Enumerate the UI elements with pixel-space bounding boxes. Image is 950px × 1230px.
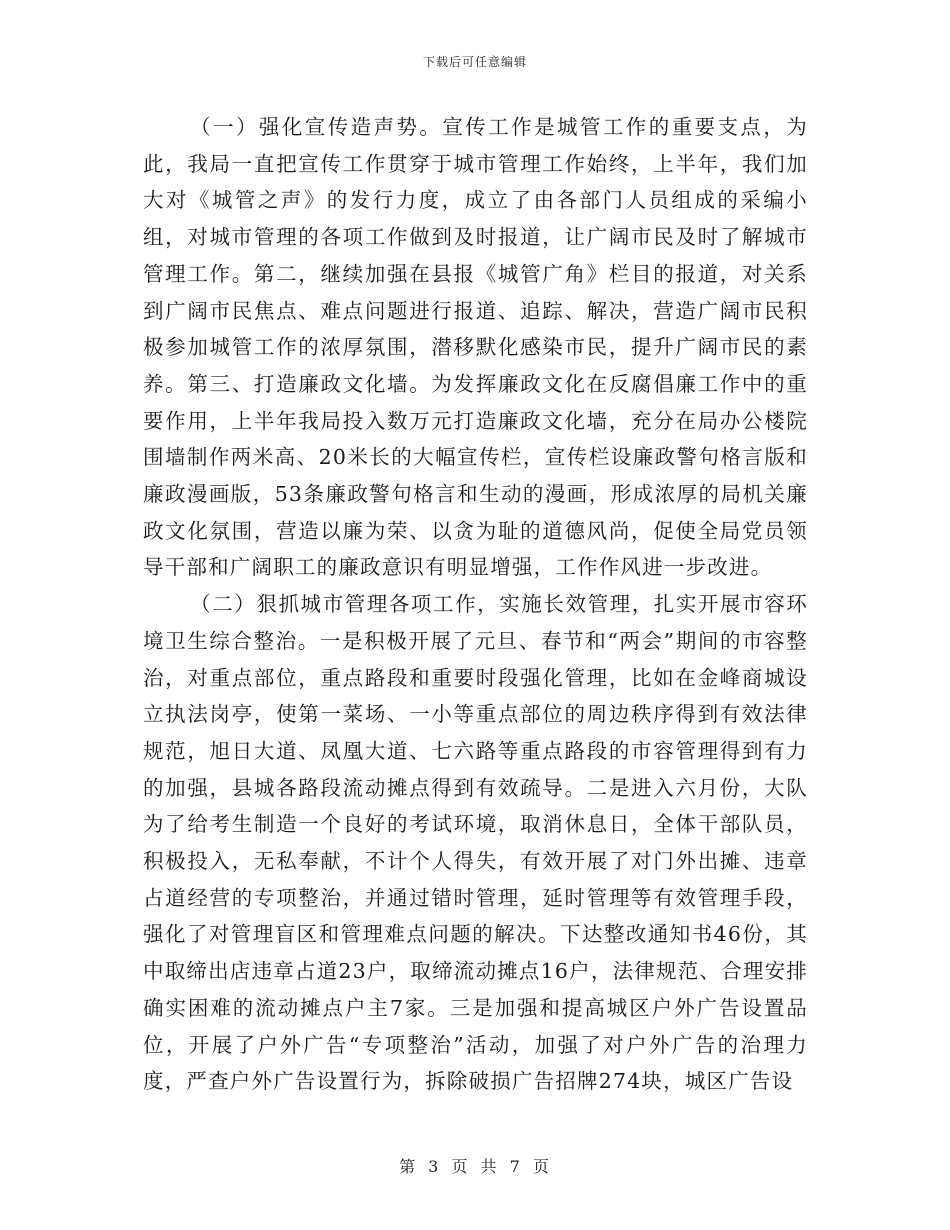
- paragraph-city-management: （二）狠抓城市管理各项工作，实施长效管理，扎实开展市容环境卫生综合整治。一是积极开展了元旦、春节和“两会”期间的市容整治，对重点部位，重点路段和重要时段强化管理，比如在金峰商城设立执法岗亭，使第一菜场、一小等重点部位的周边秩序得到有效法律规范，旭日大道、凤凰大道、七六路等重点路段的市容管理得到有力的加强，县城各路段流动摊点得到有效疏导。二是进入六月份，大队为了给考生制造一个良好的考试环境，取消休息日，全体干部队员，积极投入，无私奉献，不计个人得失，有效开展了对门外出摊、违章占道经营的专项整治，并通过错时管理，延时管理等有效管理手段，强化了对管理盲区和管理难点问题的解决。下达整改通知书46份，其中取缔出店违章占道23户，取缔流动摊点16户，法律规范、合理安排确实困难的流动摊点户主7家。三是加强和提高城区户外广告设置品位，开展了户外广告“专项整治”活动，加强了对户外广告的治理力度，严查户外广告设置行为，拆除破损广告招牌274块，城区广告设: [143, 592, 808, 1094]
- page-header-note: 下载后可任意编辑: [422, 55, 527, 69]
- document-body: [143, 109, 808, 1100]
- page-number-footer: 第 3 页 共 7 页: [399, 1157, 551, 1176]
- paragraph-publicity: （一）强化宣传造声势。宣传工作是城管工作的重要支点，为此，我局一直把宣传工作贯穿于城市管理工作始终，上半年，我们加大对《城管之声》的发行力度，成立了由各部门人员组成的采编小组，对城市管理的各项工作做到及时报道，让广阔市民及时了解城市管理工作。第二，继续加强在县报《城管广角》栏目的报道，对关系到广阔市民焦点、难点问题进行报道、追踪、解决，营造广阔市民积极参加城管工作的浓厚氛围，潜移默化感染市民，提升广阔市民的素养。第三、打造廉政文化墙。为发挥廉政文化在反腐倡廉工作中的重要作用，上半年我局投入数万元打造廉政文化墙，充分在局办公楼院围墙制作两米高、20米长的大幅宣传栏，宣传栏设廉政警句格言版和廉政漫画版，53条廉政警句格言和生动的漫画，形成浓厚的局机关廉政文化氛围，营造以廉为荣、以贪为耻的道德风尚，促使全局党员领导干部和广阔职工的廉政意识有明显增强，工作作风进一步改进。: [143, 115, 808, 580]
